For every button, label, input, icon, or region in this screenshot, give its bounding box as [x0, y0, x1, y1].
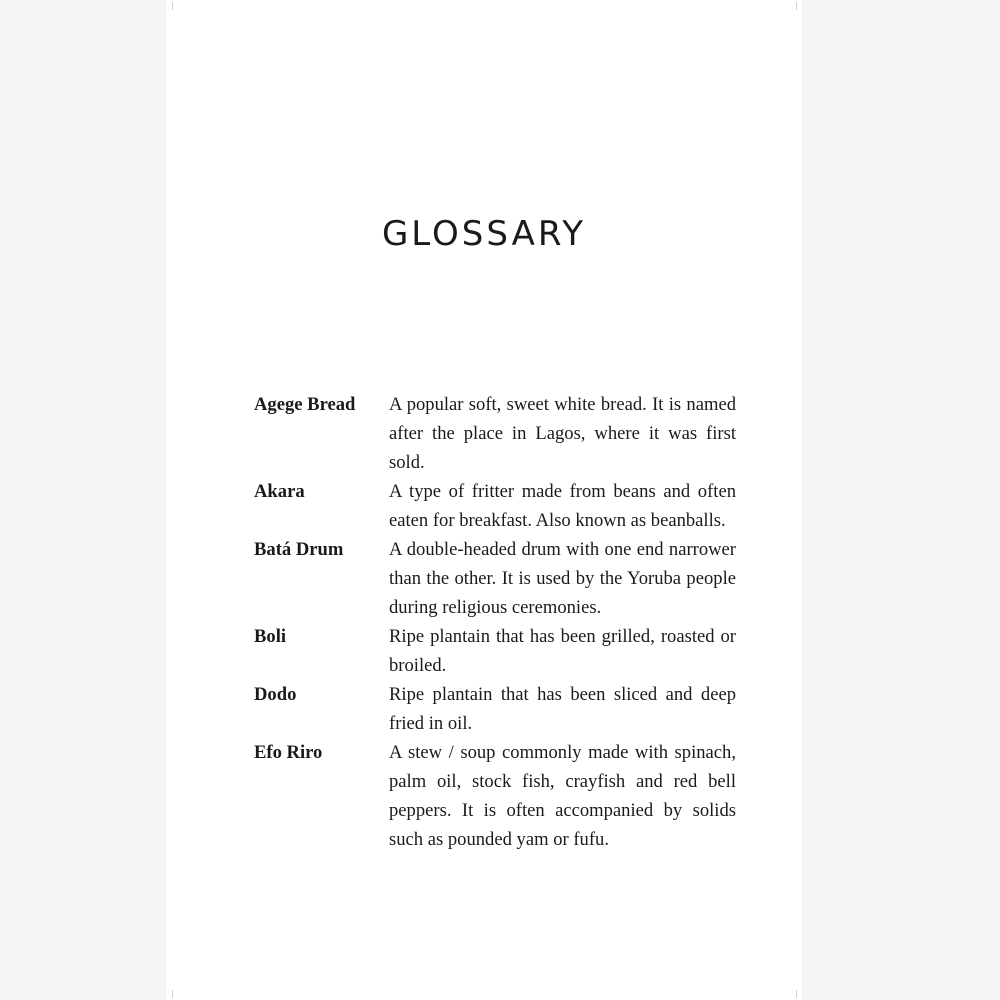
glossary-term: Batá Drum — [254, 539, 344, 560]
glossary-entry — [254, 390, 736, 477]
glossary-term: Akara — [254, 481, 305, 502]
glossary-entry — [254, 680, 736, 738]
crop-mark-top-right — [796, 2, 797, 10]
glossary-term: Dodo — [254, 684, 297, 705]
glossary-definition: A popular soft, sweet white bread. It is named after the place in Lagos, where it was first sold. — [389, 394, 736, 473]
book-page — [166, 0, 802, 1000]
glossary-list — [254, 390, 736, 854]
page-title: GLOSSARY — [381, 214, 587, 254]
crop-mark-top-left — [172, 2, 173, 10]
glossary-term: Boli — [254, 626, 287, 647]
glossary-term: Efo Riro — [254, 742, 323, 763]
glossary-entry — [254, 622, 736, 680]
glossary-definition: Ripe plantain that has been grilled, roasted or broiled. — [389, 626, 736, 676]
glossary-definition: A type of fritter made from beans and often eaten for breakfast. Also known as beanballs. — [389, 481, 736, 531]
glossary-entry — [254, 477, 736, 535]
crop-mark-bottom-left — [172, 990, 173, 998]
glossary-definition: Ripe plantain that has been sliced and deep fried in oil. — [389, 684, 736, 734]
glossary-entry — [254, 738, 736, 854]
crop-mark-bottom-right — [796, 990, 797, 998]
glossary-entry — [254, 535, 736, 622]
glossary-definition: A double-headed drum with one end narrower than the other. It is used by the Yoruba people during religious ceremonies. — [389, 539, 736, 618]
glossary-definition: A stew / soup commonly made with spinach, palm oil, stock fish, crayfish and red bell peppers. It is often accompanied by solids such as pounded yam or fufu. — [389, 742, 736, 850]
glossary-term: Agege Bread — [254, 394, 356, 415]
